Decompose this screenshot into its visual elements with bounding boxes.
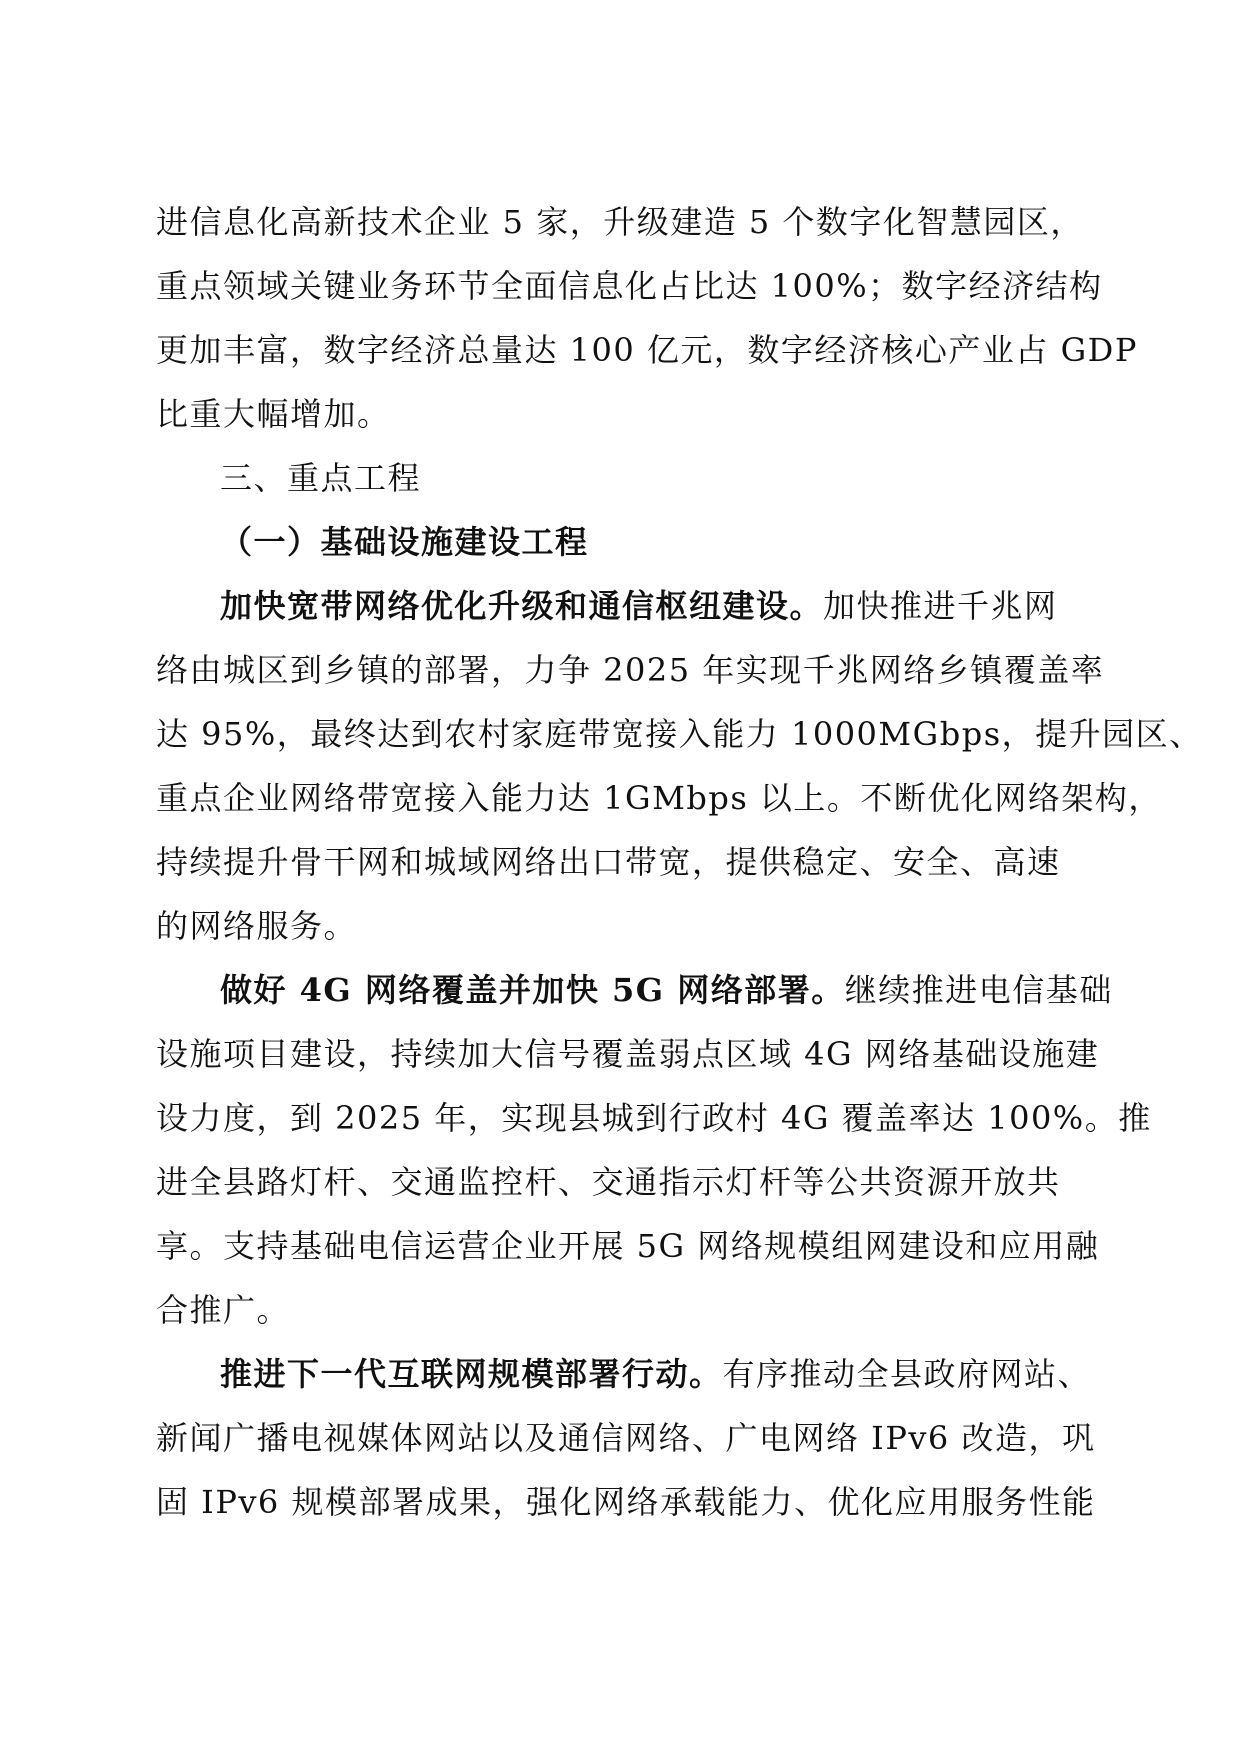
- paragraph-text: 加快推进千兆网: [823, 587, 1058, 625]
- body-line: 重点企业网络带宽接入能力达 1GMbps 以上。不断优化网络架构，: [156, 779, 1162, 817]
- body-line: 设力度，到 2025 年，实现县城到行政村 4G 覆盖率达 100%。推: [156, 1099, 1152, 1137]
- paragraph-text: 继续推进电信基础: [844, 971, 1113, 1009]
- paragraph-first-line: [156, 574, 1082, 638]
- section-heading: 三、重点工程: [220, 459, 422, 497]
- paragraph-lead: 做好 4G 网络覆盖并加快 5G 网络部署。: [220, 971, 845, 1009]
- body-line: 进全县路灯杆、交通监控杆、交通指示灯杆等公共资源开放共: [156, 1163, 1061, 1201]
- document-body: [156, 190, 1203, 1534]
- body-line: 比重大幅增加。: [156, 395, 391, 433]
- paragraph-lead: 加快宽带网络优化升级和通信枢纽建设。: [220, 587, 824, 625]
- paragraph-lead: 推进下一代互联网规模部署行动。: [220, 1355, 723, 1393]
- body-line: 重点领域关键业务环节全面信息化占比达 100%；数字经济结构: [156, 267, 1103, 305]
- body-line: 络由城区到乡镇的部署，力争 2025 年实现千兆网络乡镇覆盖率: [156, 651, 1105, 689]
- body-line: 持续提升骨干网和城域网络出口带宽，提供稳定、安全、高速: [156, 843, 1061, 881]
- body-line: 更加丰富，数字经济总量达 100 亿元，数字经济核心产业占 GDP: [156, 331, 1138, 369]
- body-line: 合推广。: [156, 1291, 291, 1329]
- paragraph-first-line: [156, 958, 1113, 1022]
- body-line: 达 95%，最终达到农村家庭带宽接入能力 1000MGbps，提升园区、: [156, 715, 1203, 753]
- paragraph-first-line: [156, 1342, 1092, 1406]
- paragraph-text: 有序推动全县政府网站、: [722, 1355, 1092, 1393]
- body-line: 的网络服务。: [156, 907, 358, 945]
- body-line: 设施项目建设，持续加大信号覆盖弱点区域 4G 网络基础设施建: [156, 1035, 1100, 1073]
- body-line: 新闻广播电视媒体网站以及通信网络、广电网络 IPv6 改造，巩: [156, 1419, 1096, 1457]
- body-line: 享。支持基础电信运营企业开展 5G 网络规模组网建设和应用融: [156, 1227, 1100, 1265]
- body-line: 固 IPv6 规模部署成果，强化网络承载能力、优化应用服务性能: [156, 1483, 1096, 1521]
- section-subheading: （一）基础设施建设工程: [220, 523, 589, 561]
- body-line: 进信息化高新技术企业 5 家，升级建造 5 个数字化智慧园区，: [156, 203, 1084, 241]
